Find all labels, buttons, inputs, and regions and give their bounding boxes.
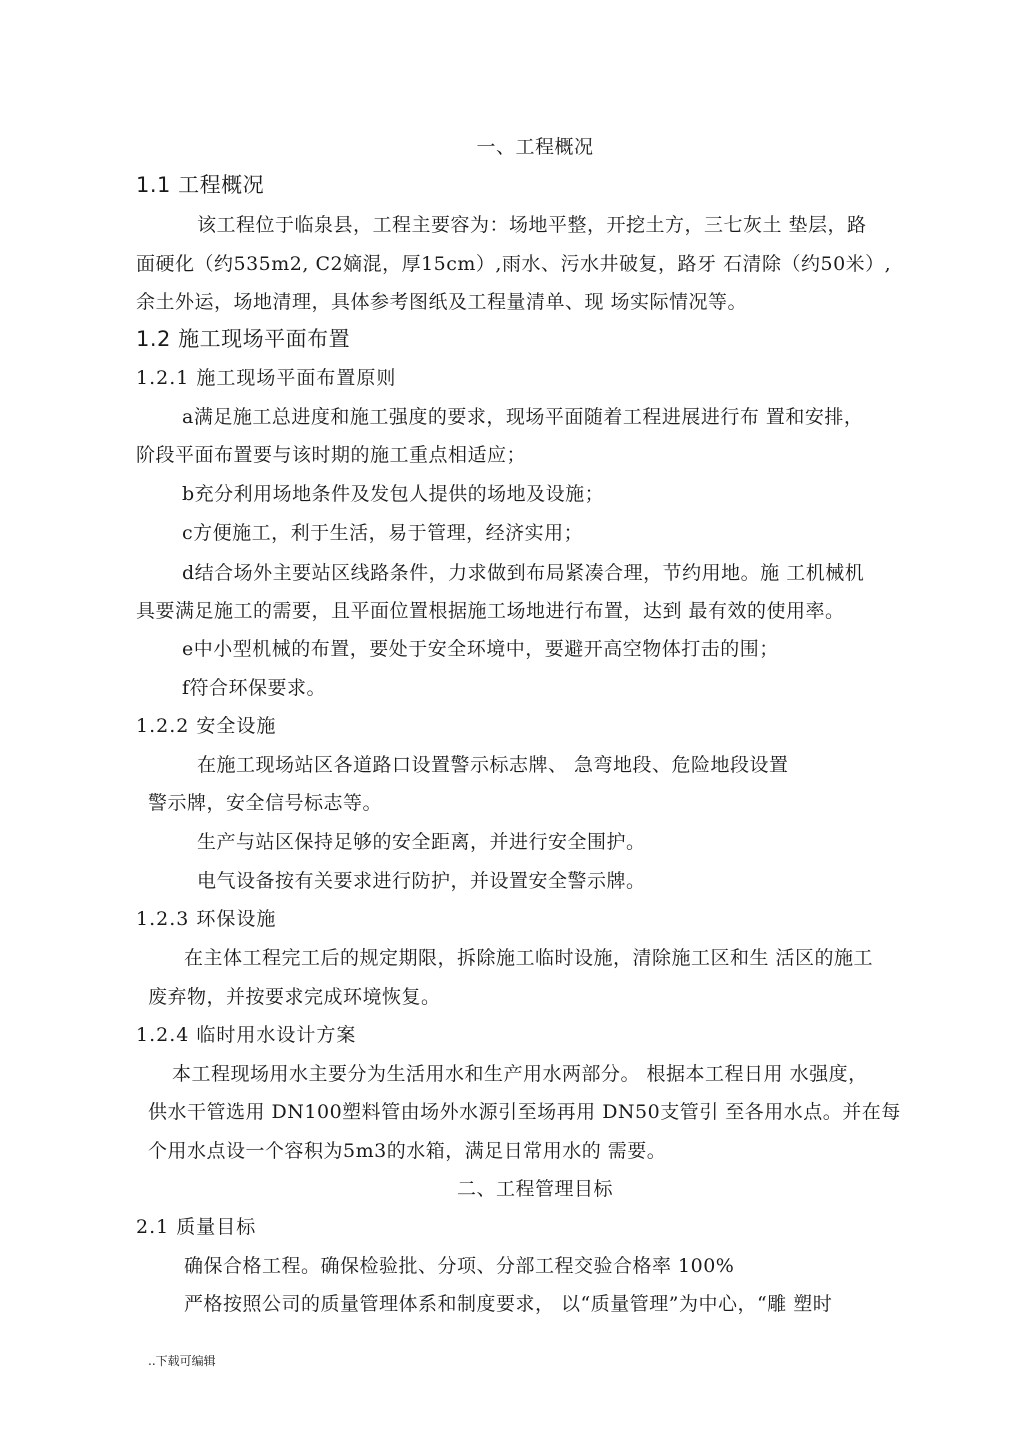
- paragraph-line: 个用水点设一个容积为5m3的水箱，满足日常用水的 需要。: [148, 1140, 667, 1162]
- footer-note: ..下载可编辑: [148, 1354, 216, 1368]
- heading-1-2-4: 1.2.4 临时用水设计方案: [136, 1024, 357, 1046]
- heading-1-2: 1.2 施工现场平面布置: [136, 327, 351, 351]
- paragraph-line: 电气设备按有关要求进行防护，并设置安全警示牌。: [197, 870, 646, 892]
- paragraph-line: e中小型机械的布置，要处于安全环境中，要避开高空物体打击的围；: [182, 638, 779, 660]
- paragraph-line: 余土外运，场地清理，具体参考图纸及工程量清单、现 场实际情况等。: [136, 291, 748, 313]
- heading-2-1: 2.1 质量目标: [136, 1216, 257, 1238]
- paragraph-line: 确保合格工程。确保检验批、分项、分部工程交验合格率 100%: [184, 1255, 735, 1277]
- paragraph-line: c方便施工，利于生活，易于管理，经济实用；: [182, 522, 584, 544]
- paragraph-line: 在施工现场站区各道路口设置警示标志牌、 急弯地段、危险地段设置: [197, 754, 789, 776]
- section-heading-1: 一、工程概况: [476, 136, 594, 158]
- paragraph-line: 在主体工程完工后的规定期限，拆除施工临时设施，清除施工区和生 活区的施工: [184, 947, 874, 969]
- heading-1-1: 1.1 工程概况: [136, 173, 265, 197]
- heading-1-2-2: 1.2.2 安全设施: [136, 715, 277, 737]
- paragraph-line: f符合环保要求。: [182, 677, 327, 699]
- heading-1-2-1: 1.2.1 施工现场平面布置原则: [136, 367, 397, 389]
- paragraph-line: 警示牌，安全信号标志等。: [148, 792, 383, 814]
- paragraph-line: 该工程位于临泉县，工程主要容为：场地平整，开挖土方，三七灰土 垫层，路: [197, 214, 867, 236]
- paragraph-line: a满足施工总进度和施工强度的要求，现场平面随着工程进展进行布 置和安排，: [182, 406, 864, 428]
- paragraph-line: 废弃物，并按要求完成环境恢复。: [148, 986, 441, 1008]
- paragraph-line: d结合场外主要站区线路条件，力求做到布局紧凑合理，节约用地。施 工机械机: [182, 562, 865, 584]
- paragraph-line: 严格按照公司的质量管理体系和制度要求， 以“质量管理”为中心，“雕 塑时: [184, 1293, 833, 1315]
- paragraph-line: b充分利用场地条件及发包人提供的场地及设施；: [182, 483, 605, 505]
- heading-1-2-3: 1.2.3 环保设施: [136, 908, 277, 930]
- paragraph-line: 本工程现场用水主要分为生活用水和生产用水两部分。 根据本工程日用 水强度，: [172, 1063, 868, 1085]
- section-heading-2: 二、工程管理目标: [456, 1178, 613, 1200]
- paragraph-line: 阶段平面布置要与该时期的施工重点相适应；: [136, 444, 527, 466]
- paragraph-line: 供水干管选用 DN100塑料管由场外水源引至场再用 DN50支管引 至各用水点。并在每: [148, 1101, 901, 1123]
- paragraph-line: 具要满足施工的需要，且平面位置根据施工场地进行布置，达到 最有效的使用率。: [136, 600, 845, 622]
- paragraph-line: 生产与站区保持足够的安全距离，并进行安全围护。: [197, 831, 646, 853]
- paragraph-line: 面硬化（约535m2, C2嫡混，厚15cm）,雨水、污水井破复，路牙 石清除（约50米）,: [136, 253, 892, 275]
